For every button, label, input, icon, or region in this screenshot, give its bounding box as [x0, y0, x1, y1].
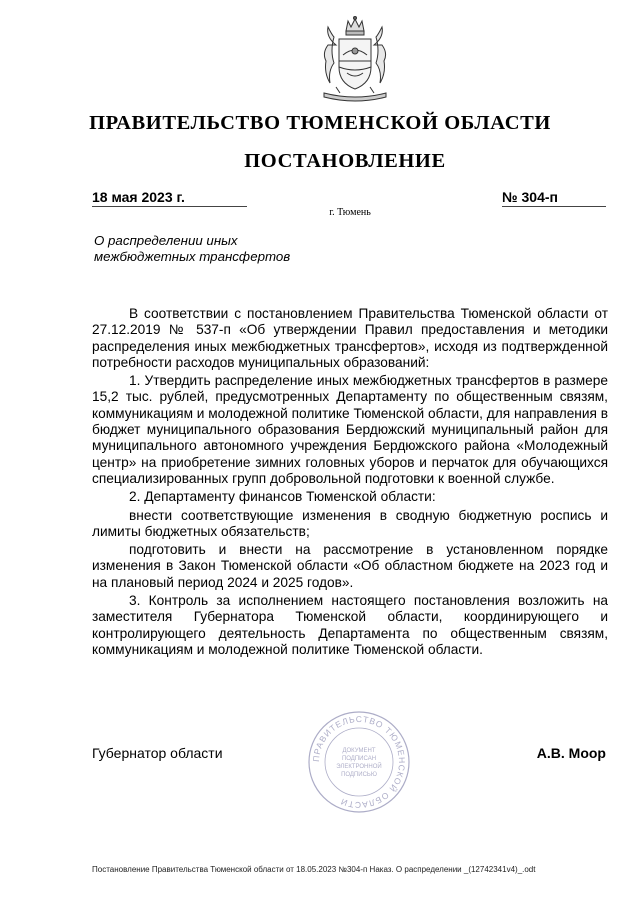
body-paragraph: внести соответствующие изменения в сводную бюджетную роспись и лимиты бюджетных обязательств; [92, 507, 608, 539]
organization-name: ПРАВИТЕЛЬСТВО ТЮМЕНСКОЙ ОБЛАСТИ [89, 112, 551, 134]
body-paragraph: В соответствии с постановлением Правительства Тюменской области от 27.12.2019 № 537-п «Об утверждении Правил предоставления и методики распределения иных межбюджетных трансфертов», исходя из подтвержденной потребности расходов муниципальных образований: [92, 306, 608, 370]
signatory-name: А.В. Моор [536, 745, 606, 761]
electronic-signature-seal [307, 710, 411, 814]
document-footer: Постановление Правительства Тюменской области от 18.05.2023 №304-п Наказ. О распределении _(12742341v4)_.odt [92, 865, 536, 874]
document-subject [94, 233, 354, 265]
document-city: г. Тюмень [329, 207, 371, 218]
subject-line: межбюджетных трансфертов [94, 249, 291, 264]
document-number: № 304-п [502, 189, 606, 207]
seal-inner-line: ПОДПИСЬЮ [341, 772, 377, 778]
signatory-role: Губернатор области [92, 745, 223, 761]
document-body [92, 306, 608, 658]
seal-inner-line: ПОДПИСАН [341, 756, 377, 762]
seal-ring-text: ПРАВИТЕЛЬСТВО ТЮМЕНСКОЙ ОБЛАСТИ [310, 713, 408, 811]
body-paragraph: 3. Контроль за исполнением настоящего постановления возложить на заместителя Губернатора Тюменской области, координирующего и контролирующего деятельность Департамента по общественным связям, коммуникациям и молодежной политике Тюменской области. [92, 593, 608, 657]
seal-inner-line: ДОКУМЕНТ [342, 748, 376, 754]
body-paragraph: 2. Департаменту финансов Тюменской области: [129, 489, 436, 505]
seal-inner-line: ЭЛЕКТРОННОЙ [336, 764, 382, 770]
body-paragraph: подготовить и внести на рассмотрение в установленном порядке изменения в Закон Тюменской области «Об областном бюджете на 2023 год и на плановый период 2024 и 2025 годов». [92, 542, 608, 590]
subject-line: О распределении иных [94, 233, 238, 248]
document-type: ПОСТАНОВЛЕНИЕ [244, 150, 446, 172]
document-date: 18 мая 2023 г. [92, 189, 247, 207]
body-paragraph: 1. Утвердить распределение иных межбюджетных трансфертов в размере 15,2 тыс. рублей, предусмотренных Департаменту по общественным связям, коммуникациям и молодежной политике Тюменской области, для направления в бюджет муниципального образования Бердюжский муниципальный район для муниципального автономного учреждения Бердюжского района «Молодежный центр» на приобретение зимних головных уборов и перчаток для обучающихся специализированных групп добровольной подготовки к военной службе. [92, 373, 608, 486]
tyumen-coat-of-arms-emblem [306, 15, 404, 107]
